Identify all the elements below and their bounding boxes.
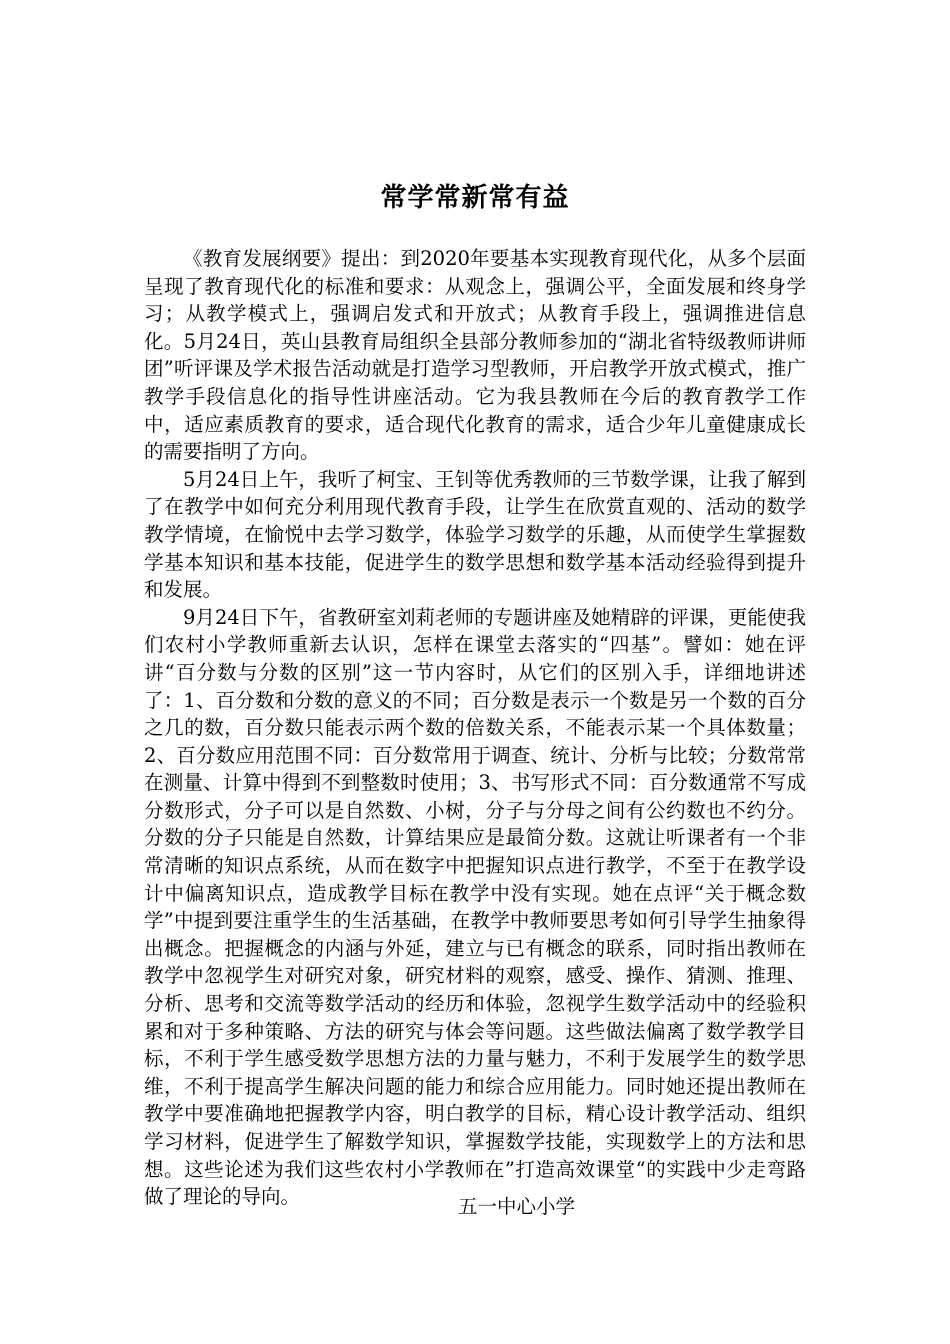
document-title: 常学常新常有益 [380,183,570,213]
paragraph-3: 9月24日下午，省教研室刘莉老师的专题讲座及她精辟的评课，更能使我们农村小学教师重新去认识，怎样在课堂去落实的“四基”。譬如：她在评讲“百分数与分数的区别”这一节内容时，从它们的区别入手，详细地讲述了：1、百分数和分数的意义的不同；百分数是表示一个数是另一个数的百分之几的数，百分数只能表示两个数的倍数关系，不能表示某一个具体数量；2、百分数应用范围不同：百分数常用于调查、统计、分析与比较；分数常常在测量、计算中得到不到整数时使用；3、书写形式不同：百分数通常不写成分数形式，分子可以是自然数、小树，分子与分母之间有公约数也不约分。分数的分子只能是自然数，计算结果应是最简分数。这就让听课者有一个非常清晰的知识点系统，从而在数字中把握知识点进行教学，不至于在教学设计中偏离知识点，造成教学目标在教学中没有实现。她在点评“关于概念数学”中提到要注重学生的生活基础，在教学中教师要思考如何引导学生抽象得出概念。把握概念的内涵与外延，建立与已有概念的联系，同时指出教师在教学中忽视学生对研究对象，研究材料的观察，感受、操作、猜测、推理、分析、思考和交流等数学活动的经历和体验，忽视学生数学活动中的经验积累和对于多种策略、方法的研究与体会等问题。这些做法偏离了数学教学目标，不利于学生感受数学思想方法的力量与魅力，不利于发展学生的数学思维，不利于提高学生解决问题的能力和综合应用能力。同时她还提出教师在教学中要准确地把握教学内容，明白教学的目标，精心设计教学活动、组织学习材料，促进学生了解数学知识，掌握数学技能，实现数学上的方法和思想。这些论述为我们这些农村小学教师在”打造高效课堂“的实践中少走弯路做了理论的导向。 [144,605,806,1209]
paragraph-1: 《教育发展纲要》提出：到2020年要基本实现教育现代化，从多个层面呈现了教育现代化的标准和要求：从观念上，强调公平，全面发展和终身学习；从教学模式上，强调启发式和开放式；从教育手段上，强调推进信息化。5月24日，英山县教育局组织全县部分教师参加的“湖北省特级教师讲师团”听评课及学术报告活动就是打造学习型教师，开启教学开放式模式，推广教学手段信息化的指导性讲座活动。它为我县教师在今后的教育教学工作中，适应素质教育的要求，适合现代化教育的需求，适合少年儿童健康成长的需要指明了方向。 [144,247,806,464]
paragraph-2: 5月24日上午，我听了柯宝、王钊等优秀教师的三节数学课，让我了解到了在教学中如何充分利用现代教育手段，让学生在欣赏直观的、活动的数学教学情境，在愉悦中去学习数学，体验学习数学的乐趣，从而使学生掌握数学基本知识和基本技能，促进学生的数学思想和数学基本活动经验得到提升和发展。 [144,467,806,602]
signature: 五一中心小学 [458,1195,576,1218]
document-body [144,245,806,1211]
